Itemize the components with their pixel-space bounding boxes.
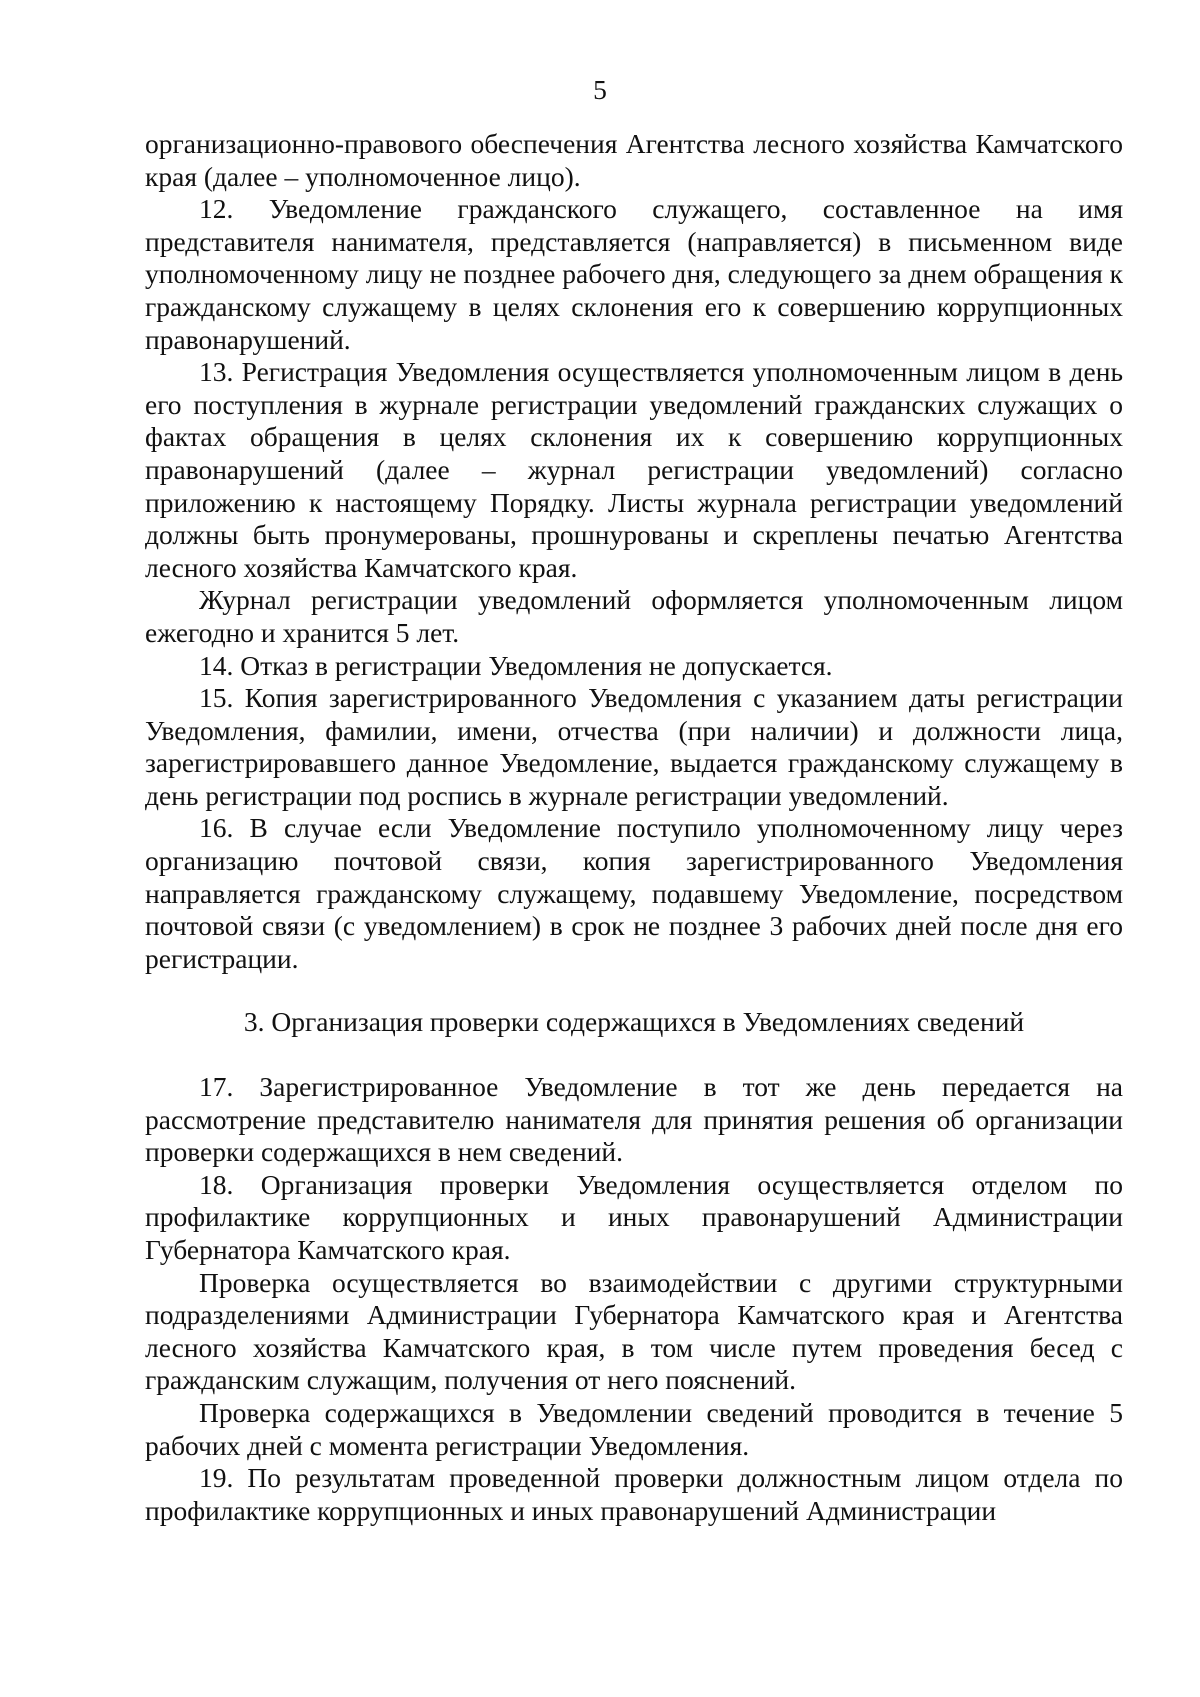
paragraph-14: 14. Отказ в регистрации Уведомления не допускается.: [199, 649, 833, 681]
paragraph-15: 15. Копия зарегистрированного Уведомления с указанием даты регистрации Уведомления, фамилии, имени, отчества (при наличии) и должности лица, зарегистрировавшего данное Уведомление, выдается гражданскому служащему в день регистрации под роспись в журнале регистрации уведомлений.: [145, 682, 1123, 811]
paragraph-18: 18. Организация проверки Уведомления осуществляется отделом по профилактике коррупционных и иных правонарушений Администрации Губернатора Камчатского края.: [145, 1168, 1123, 1265]
paragraph-17: 17. Зарегистрированное Уведомление в тот же день передается на рассмотрение представителю нанимателя для принятия решения об организации проверки содержащихся в нем сведений.: [145, 1071, 1123, 1168]
paragraph-13: 13. Регистрация Уведомления осуществляется уполномоченным лицом в день его поступления в журнале регистрации уведомлений гражданских служащих о фактах обращения в целях склонения их к совершению коррупционных правонарушений (далее – журнал регистрации уведомлений) согласно приложению к настоящему Порядку. Листы журнала регистрации уведомлений должны быть пронумерованы, прошнурованы и скреплены печатью Агентства лесного хозяйства Камчатского края.: [145, 356, 1123, 583]
paragraph-12: 12. Уведомление гражданского служащего, составленное на имя представителя нанимателя, представляется (направляется) в письменном виде уполномоченному лицу не позднее рабочего дня, следующего за днем обращения к гражданскому служащему в целях склонения его к совершению коррупционных правонарушений.: [145, 193, 1123, 355]
paragraph-13-journal: Журнал регистрации уведомлений оформляется уполномоченным лицом ежегодно и хранится 5 лет.: [145, 584, 1123, 648]
paragraph-18-period: Проверка содержащихся в Уведомлении сведений проводится в течение 5 рабочих дней с момента регистрации Уведомления.: [145, 1396, 1123, 1461]
paragraph-continuation: организационно-правового обеспечения Агентства лесного хозяйства Камчатского края (далее – уполномоченное лицо).: [145, 128, 1123, 192]
document-body: [145, 128, 1123, 1527]
page-number: 5: [593, 74, 607, 105]
paragraph-19: 19. По результатам проведенной проверки должностным лицом отдела по профилактике коррупционных и иных правонарушений Администрации: [145, 1462, 1123, 1526]
paragraph-16: 16. В случае если Уведомление поступило уполномоченному лицу через организацию почтовой связи, копия зарегистрированного Уведомления направляется гражданскому служащему, подавшему Уведомление, посредством почтовой связи (с уведомлением) в срок не позднее 3 рабочих дней после дня его регистрации.: [145, 812, 1123, 974]
paragraph-18-check: Проверка осуществляется во взаимодействии с другими структурными подразделениями Администрации Губернатора Камчатского края и Агентства лесного хозяйства Камчатского края, в том числе путем проведения бесед с гражданским служащим, получения от него пояснений.: [145, 1266, 1123, 1396]
section-heading: 3. Организация проверки содержащихся в Уведомлениях сведений: [243, 1006, 1025, 1038]
